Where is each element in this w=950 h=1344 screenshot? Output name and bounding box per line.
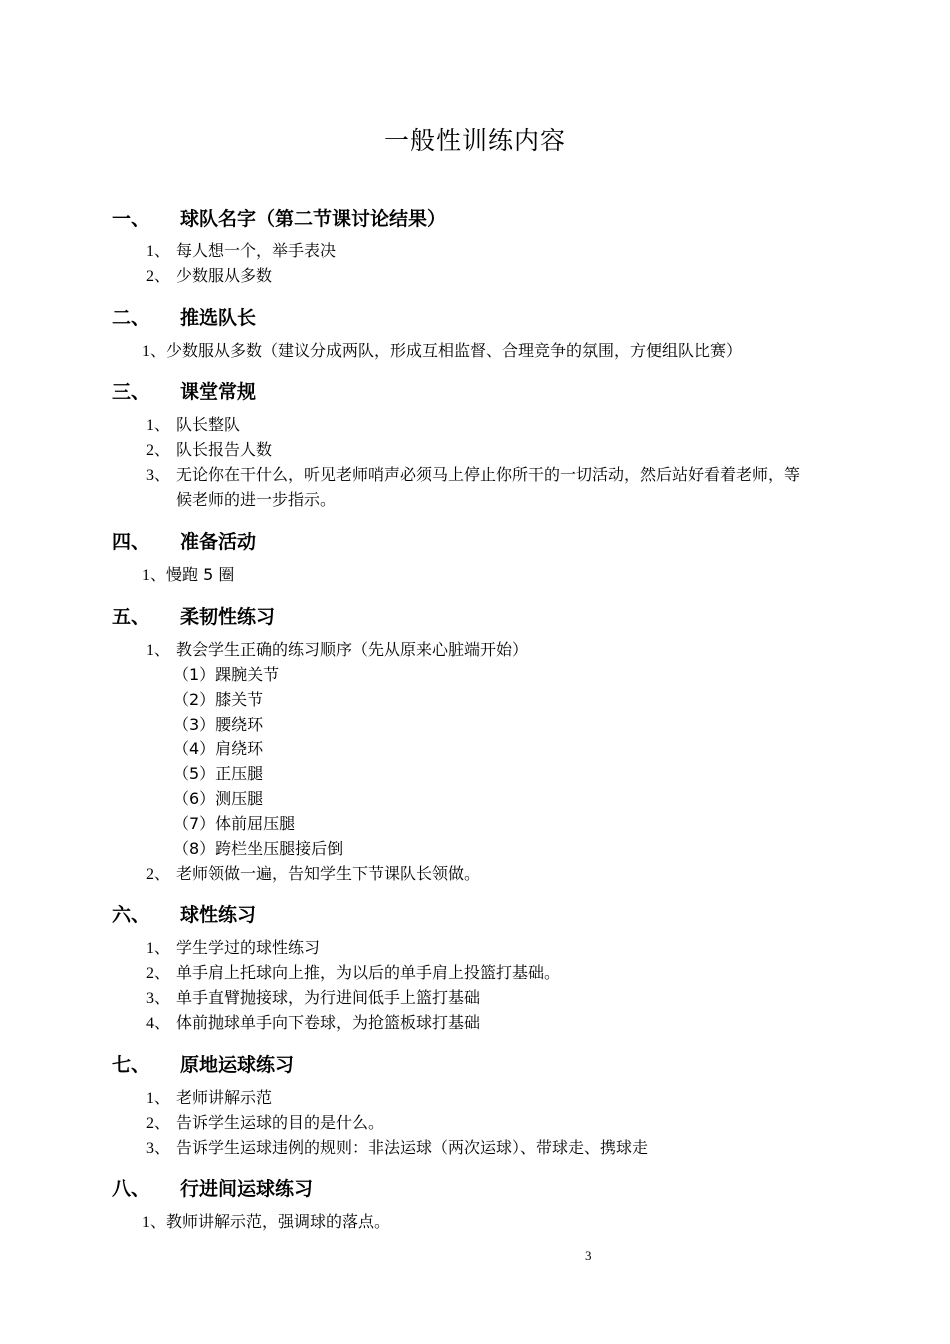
- section-title: 球性练习: [180, 904, 257, 926]
- sub-item: （2）膝关节: [173, 690, 264, 709]
- section-title: 原地运球练习: [180, 1054, 295, 1076]
- section-title: 准备活动: [180, 531, 257, 553]
- list-item: 1、 学生学过的球性练习: [146, 938, 321, 957]
- section-title: 推选队长: [180, 307, 257, 329]
- list-item: 2、 告诉学生运球的目的是什么。: [146, 1113, 385, 1132]
- page-number: 3: [585, 1248, 592, 1263]
- section-number: 六、: [112, 904, 151, 926]
- section-title: 行进间运球练习: [180, 1178, 314, 1200]
- section-number: 一、: [112, 208, 151, 230]
- list-item: 1、 教会学生正确的练习顺序（先从原来心脏端开始）: [146, 640, 529, 659]
- list-item: 1、慢跑 5 圈: [142, 565, 235, 584]
- section-number: 八、: [112, 1178, 151, 1200]
- list-item: 3、 单手直臂抛接球，为行进间低手上篮打基础: [146, 988, 481, 1007]
- list-item: 1、 每人想一个，举手表决: [146, 241, 337, 260]
- list-item: 4、 体前抛球单手向下卷球，为抢篮板球打基础: [146, 1013, 481, 1032]
- section-title: 球队名字（第二节课讨论结果）: [180, 208, 447, 230]
- section-heading-4: [112, 527, 256, 553]
- list-item: 1、少数服从多数（建议分成两队，形成互相监督、合理竞争的氛围，方便组队比赛）: [142, 341, 743, 360]
- section-heading-2: [112, 303, 256, 329]
- section-heading-5: [112, 602, 275, 628]
- section-number: 三、: [112, 381, 151, 403]
- list-item: 2、 队长报告人数: [146, 440, 273, 459]
- list-item-continuation: 候老师的进一步指示。: [176, 490, 337, 509]
- section-title: 柔韧性练习: [180, 606, 276, 628]
- sub-item: （7）体前屈压腿: [173, 814, 296, 833]
- section-number: 五、: [112, 606, 151, 628]
- sub-item: （4）肩绕环: [173, 739, 264, 758]
- list-item: 1、教师讲解示范，强调球的落点。: [142, 1212, 391, 1231]
- sub-item: （1）踝腕关节: [173, 665, 280, 684]
- section-title: 课堂常规: [180, 381, 257, 403]
- list-item: 2、 少数服从多数: [146, 266, 273, 285]
- sub-item: （8）跨栏坐压腿接后倒: [173, 839, 344, 858]
- page-title: 一般性训练内容: [383, 126, 566, 155]
- section-heading-7: [112, 1050, 294, 1076]
- section-number: 二、: [112, 307, 151, 329]
- section-heading-8: [112, 1174, 313, 1200]
- section-number: 四、: [112, 531, 151, 553]
- list-item: 1、 老师讲解示范: [146, 1088, 273, 1107]
- section-heading-3: [112, 377, 256, 403]
- list-item: 3、 无论你在干什么，听见老师哨声必须马上停止你所干的一切活动，然后站好看着老师，等: [146, 465, 801, 484]
- section-number: 七、: [112, 1054, 151, 1076]
- sub-item: （6）测压腿: [173, 789, 264, 808]
- list-item: 2、 老师领做一遍，告知学生下节课队长领做。: [146, 864, 481, 883]
- list-item: 1、 队长整队: [146, 415, 241, 434]
- section-heading-6: [112, 900, 256, 926]
- list-item: 2、 单手肩上托球向上推，为以后的单手肩上投篮打基础。: [146, 963, 561, 982]
- sub-item: （5）正压腿: [173, 764, 264, 783]
- list-item: 3、 告诉学生运球违例的规则：非法运球（两次运球）、带球走、携球走: [146, 1138, 649, 1157]
- sub-item: （3）腰绕环: [173, 715, 264, 734]
- section-heading-1: [112, 204, 446, 230]
